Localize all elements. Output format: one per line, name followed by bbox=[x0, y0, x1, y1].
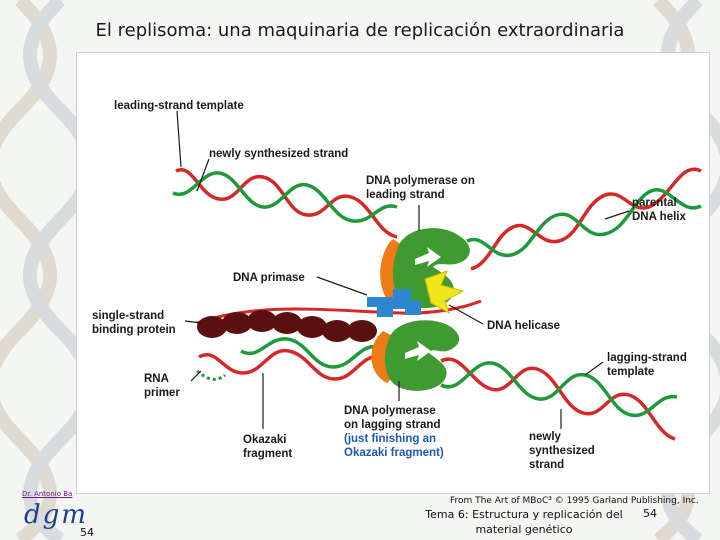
footer-topic: Tema 6: Estructura y replicación del material genético bbox=[425, 508, 623, 536]
label-dna-primase: DNA primase bbox=[233, 272, 305, 284]
label-dna-polymerase-leading-1: DNA polymerase on bbox=[366, 175, 475, 187]
label-okazaki-note-2: Okazaki fragment) bbox=[344, 447, 444, 459]
label-okazaki-fragment-1: Okazaki bbox=[243, 434, 287, 446]
label-dna-polymerase-lagging-2: on lagging strand bbox=[344, 419, 441, 431]
label-rna-primer-1: RNA bbox=[144, 373, 169, 385]
leading-strand-graphic bbox=[173, 170, 397, 237]
label-parental-dna-helix-2: DNA helix bbox=[632, 211, 686, 223]
label-okazaki-fragment-2: fragment bbox=[243, 448, 293, 460]
label-newly-synth-lower-3: strand bbox=[529, 459, 565, 471]
slide-title: El replisoma: una maquinaria de replicación extraordinaria bbox=[95, 20, 625, 41]
label-newly-synth-lower-1: newly bbox=[529, 431, 561, 443]
label-newly-synth-lower-2: synthesized bbox=[529, 445, 595, 457]
lagging-strand-loop-graphic bbox=[197, 339, 381, 379]
author-link[interactable]: Dr. Antonio Ba bbox=[22, 490, 73, 498]
ssb-bead bbox=[297, 316, 327, 338]
leading-new-green bbox=[173, 173, 397, 221]
replisome-diagram bbox=[77, 53, 709, 493]
label-dna-polymerase-lagging-1: DNA polymerase bbox=[344, 405, 436, 417]
label-lagging-template-1: lagging-strand bbox=[607, 352, 687, 364]
ssb-bead bbox=[347, 320, 377, 342]
label-ssb-2: binding protein bbox=[92, 324, 176, 336]
label-ssb-1: single-strand bbox=[92, 310, 165, 322]
label-leading-strand-template: leading-strand template bbox=[114, 100, 244, 112]
label-okazaki-note-1: (just finishing an bbox=[344, 433, 436, 445]
ssb-bead bbox=[197, 316, 227, 338]
rna-primer-graphic bbox=[197, 371, 225, 379]
label-lagging-template-2: template bbox=[607, 366, 655, 378]
leading-template-red bbox=[176, 170, 397, 237]
label-dna-helicase: DNA helicase bbox=[487, 320, 561, 332]
okazaki-fragment-red bbox=[199, 351, 381, 379]
replisome-figure bbox=[76, 52, 710, 494]
label-parental-dna-helix-1: parental bbox=[632, 197, 677, 209]
page-number-right: 54 bbox=[643, 507, 657, 520]
label-newly-synthesized-strand: newly synthesized strand bbox=[209, 148, 349, 160]
figure-credit: From The Art of MBoC³ © 1995 Garland Publishing, Inc. bbox=[450, 496, 699, 506]
label-rna-primer-2: primer bbox=[144, 387, 180, 399]
page-number-left: 54 bbox=[80, 526, 94, 539]
ssb-bead bbox=[272, 312, 302, 334]
dgm-logo: dgm bbox=[24, 500, 88, 530]
label-dna-polymerase-leading-2: leading strand bbox=[366, 189, 445, 201]
